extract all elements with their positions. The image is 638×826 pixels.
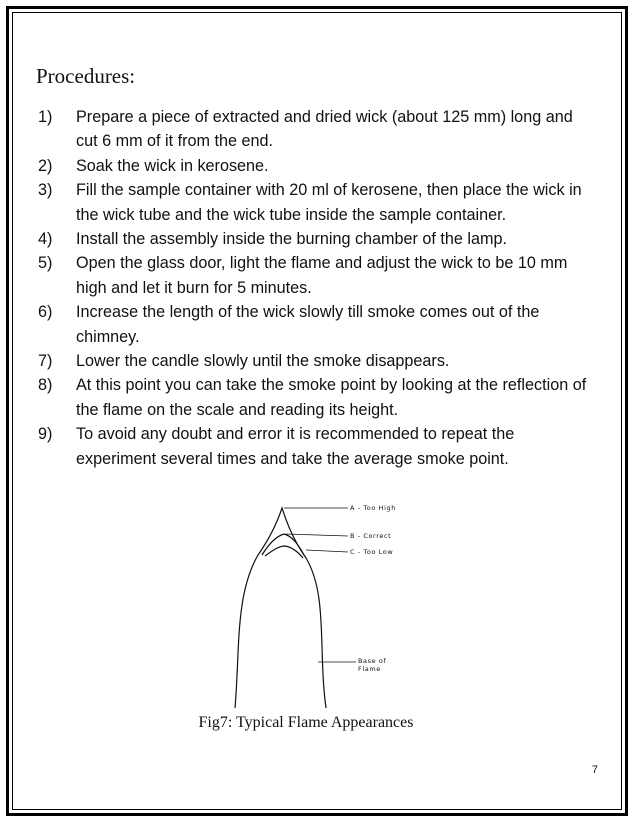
procedure-step [38, 227, 598, 251]
step-text: At this point you can take the smoke point by looking at the reflection of the flame on the scale and reading its height. [76, 376, 587, 419]
procedure-step [38, 105, 598, 154]
procedure-step [38, 349, 598, 373]
flame-outline-too-low [265, 546, 303, 558]
step-number: 3) [38, 181, 53, 200]
procedure-step [38, 300, 598, 349]
label-too-high: A - Too High [350, 504, 396, 512]
step-number: 1) [38, 108, 53, 126]
step-number: 5) [38, 254, 53, 273]
label-correct: B - Correct [350, 532, 392, 540]
step-text: Fill the sample container with 20 ml of kerosene, then place the wick in the wick tube and the wick tube inside the sample container. [76, 181, 582, 224]
flame-appearance-diagram [200, 500, 440, 710]
step-text: Lower the candle slowly until the smoke disappears. [76, 352, 450, 371]
figure-caption [0, 714, 638, 732]
step-text: Open the glass door, light the flame and adjust the wick to be 10 mm high and let it burn for 5 minutes. [76, 254, 568, 297]
procedure-step [38, 154, 598, 178]
step-number: 6) [38, 303, 53, 322]
label-flame: Flame [358, 665, 381, 673]
figure-caption-text: Fig7: Typical Flame Appearances [198, 714, 414, 731]
step-number: 2) [38, 156, 53, 175]
step-text: Prepare a piece of extracted and dried wick (about 125 mm) long and cut 6 mm of it from the end. [76, 108, 573, 151]
procedure-step [38, 422, 598, 471]
leader-line-b [286, 534, 348, 536]
leader-line-c [306, 550, 348, 552]
procedure-step [38, 373, 598, 422]
step-number: 4) [38, 230, 53, 249]
label-base-of: Base of [358, 657, 387, 665]
section-heading: Procedures: [36, 64, 136, 88]
step-text: Install the assembly inside the burning chamber of the lamp. [76, 230, 508, 249]
procedure-step [38, 178, 598, 227]
label-too-low: C - Too Low [350, 548, 394, 556]
step-text: To avoid any doubt and error it is recommended to repeat the experiment several times and take the average smoke point. [76, 425, 515, 468]
step-number: 8) [38, 376, 53, 395]
step-text: Soak the wick in kerosene. [76, 156, 269, 175]
procedure-list [38, 105, 598, 471]
page-number: 7 [591, 764, 598, 776]
flame-outline-too-high [235, 508, 326, 708]
step-number: 9) [38, 425, 53, 444]
procedure-step [38, 251, 598, 300]
step-text: Increase the length of the wick slowly till smoke comes out of the chimney. [76, 303, 540, 346]
step-number: 7) [38, 352, 53, 371]
